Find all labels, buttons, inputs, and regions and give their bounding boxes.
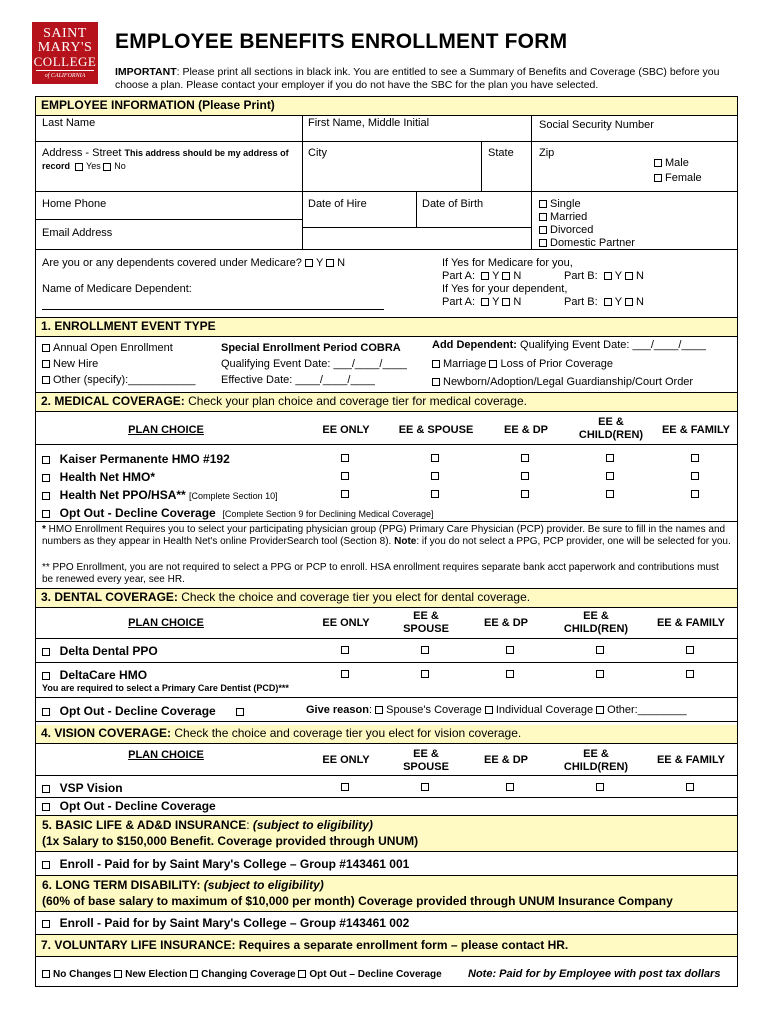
new-hire[interactable]: New Hire [42,358,98,370]
plan-vsp: VSP Vision [42,781,123,795]
logo-line-3: COLLEGE [33,54,97,69]
important-notice [115,66,725,92]
you-part-a-n-checkbox[interactable] [502,272,510,280]
medicare-question: Are you or any dependents covered under Medicare? Y N [42,257,346,269]
new-election-checkbox[interactable] [114,970,122,978]
married-checkbox[interactable] [539,213,547,221]
employee-info-header: EMPLOYEE INFORMATION (Please Print) [36,97,737,116]
you-part-b: Part B: Y N [564,270,644,282]
hn-hmo-plan-checkbox[interactable] [42,474,50,482]
voluntary-opt-out-checkbox[interactable] [298,970,306,978]
dental-ee-child-header: EE & CHILD(REN) [563,610,629,635]
medical-grid-row3 [341,488,352,500]
add-dependent: Add Dependent: Qualifying Event Date: ___/____/____ [432,339,706,351]
vision-ee-dp-header: EE & DP [483,754,528,766]
dental-ee-dp-header: EE & DP [483,617,528,629]
domestic-partner-checkbox[interactable] [539,239,547,247]
email-label: Email Address [42,227,113,239]
gender-male[interactable]: Male [654,157,689,169]
medicare-dependent-label: Name of Medicare Dependent: [42,283,192,295]
life-header-line2: (1x Salary to $150,000 Benefit. Coverage provided through UNUM) [42,834,419,848]
vision-ee-only-header: EE ONLY [322,754,370,766]
pcd-note: You are required to select a Primary Care Dentist (PCD)*** [42,683,289,693]
dental-give-reason: Give reason: Spouse's Coverage Individual Coverage Other:________ [306,704,687,716]
zip-label: Zip [539,147,555,159]
you-part-b-y-checkbox[interactable] [604,272,612,280]
single-checkbox[interactable] [539,200,547,208]
annual-enrollment[interactable]: Annual Open Enrollment [42,342,173,354]
newborn-option[interactable]: Newborn/Adoption/Legal Guardianship/Court Order [432,376,693,388]
medical-header: 2. MEDICAL COVERAGE: Check your plan choice and coverage tier for medical coverage. [36,393,737,412]
plan-kaiser: Kaiser Permanente HMO #192 [42,452,230,466]
date-of-hire-label: Date of Hire [308,198,367,210]
life-header-line1: 5. BASIC LIFE & AD&D INSURANCE: (subject to eligibility) [42,818,373,832]
medical-ee-dp-header: EE & DP [503,424,548,436]
medicare-n-checkbox[interactable] [326,259,334,267]
medical-grid-row1 [341,452,352,464]
vision-ee-child-header: EE & CHILD(REN) [563,748,629,773]
cobra-eff-date[interactable]: Effective Date: ____/____/____ [221,374,375,386]
other-event[interactable]: Other (specify):___________ [42,374,195,386]
status-divorced[interactable]: Divorced [539,224,593,236]
dental-header: 3. DENTAL COVERAGE: Check the choice and coverage tier you elect for dental coverage. [36,589,737,608]
medical-grid-row2 [341,470,352,482]
life-header [36,816,737,852]
medical-ee-family-header: EE & FAMILY [661,424,731,436]
hn-ppo-plan-checkbox[interactable] [42,492,50,500]
hmo-note: * HMO Enrollment Requires you to select your participating physician group (PPG) Primary Care Physician (PCP) provider. Be sure to fill in the names and numbers as they appear in Health Net's online ProviderSearch tool (Section 8). Note: if you do not select a PPG, PCP provider, one will be selected for you. [42,524,731,547]
dental-ee-only-header: EE ONLY [322,617,370,629]
city-label: City [308,147,327,159]
record-yes-checkbox[interactable] [75,163,83,171]
if-yes-dependent: If Yes for your dependent, [442,283,568,295]
voluntary-header: 7. VOLUNTARY LIFE INSURANCE: Requires a separate enrollment form – please contact HR. [36,935,737,957]
other-reason-checkbox[interactable] [596,706,604,714]
vsp-checkbox[interactable] [42,785,50,793]
medical-ee-spouse-header: EE & SPOUSE [398,424,474,436]
no-changes-checkbox[interactable] [42,970,50,978]
ltd-enroll-checkbox[interactable] [42,920,50,928]
first-name-label: First Name, Middle Initial [308,117,430,129]
newborn-checkbox[interactable] [432,378,440,386]
enrollment-event-header: 1. ENROLLMENT EVENT TYPE [36,318,737,337]
medical-ee-child-header: EE & CHILD(REN) [578,416,644,441]
dep-part-b: Part B: Y N [564,296,644,308]
vision-ee-spouse-header: EE & SPOUSE [403,748,449,773]
dep-part-a-y-checkbox[interactable] [481,298,489,306]
date-of-birth-label: Date of Birth [422,198,484,210]
gender-female[interactable]: Female [654,172,702,184]
record-no-checkbox[interactable] [103,163,111,171]
last-name-label: Last Name [42,117,96,129]
vision-header: 4. VISION COVERAGE: Check the choice and coverage tier you elect for vision coverage. [36,725,737,744]
plan-delta-ppo: Delta Dental PPO [42,644,158,658]
logo-line-2: MARY'S [37,40,93,55]
vision-plan-choice-header: PLAN CHOICE [128,749,204,761]
dental-plan-choice-header: PLAN CHOICE [128,617,204,629]
marriage-checkbox[interactable] [432,360,440,368]
kaiser-plan-checkbox[interactable] [42,456,50,464]
dental-ee-spouse-header: EE & SPOUSE [403,610,449,635]
home-phone-label: Home Phone [42,198,107,210]
vision-ee-family-header: EE & FAMILY [656,754,726,766]
cobra-qual-date[interactable]: Qualifying Event Date: ___/____/____ [221,358,407,370]
dental-ee-family-header: EE & FAMILY [656,617,726,629]
life-enroll: Enroll - Paid for by Saint Mary's College – Group #143461 001 [42,857,409,871]
dental-opt-out-checkbox[interactable] [42,708,50,716]
deltacare-checkbox[interactable] [42,672,50,680]
plan-deltacare-hmo: DeltaCare HMO [42,668,147,682]
status-single[interactable]: Single [539,198,581,210]
plan-healthnet-hmo: Health Net HMO* [42,470,155,484]
dental-opt-out: Opt Out - Decline Coverage [42,704,247,718]
medical-opt-out: Opt Out - Decline Coverage [Complete Section 9 for Declining Medical Coverage] [42,506,433,520]
dep-parts: Part A: Y N [442,296,522,308]
other-checkbox[interactable] [42,376,50,384]
address-note: This address should be my address of [124,148,289,158]
voluntary-options: No Changes New Election Changing Coverage Opt Out – Decline Coverage [42,969,442,980]
college-logo [32,22,98,84]
address-of-record: record Yes No [42,161,126,171]
vision-opt-out: Opt Out - Decline Coverage [42,799,216,813]
medicare-y-checkbox[interactable] [305,259,313,267]
divorced-checkbox[interactable] [539,226,547,234]
individual-coverage-checkbox[interactable] [485,706,493,714]
life-enroll-checkbox[interactable] [42,861,50,869]
dep-part-b-n-checkbox[interactable] [625,298,633,306]
form-title: EMPLOYEE BENEFITS ENROLLMENT FORM [115,30,568,53]
logo-line-1: SAINT [43,26,87,41]
annual-checkbox[interactable] [42,344,50,352]
plan-healthnet-ppo: Health Net PPO/HSA** [Complete Section 10] [42,488,278,502]
vision-opt-out-checkbox[interactable] [42,803,50,811]
ltd-enroll: Enroll - Paid for by Saint Mary's College – Group #143461 002 [42,916,409,930]
status-married[interactable]: Married [539,211,587,223]
female-checkbox[interactable] [654,174,662,182]
ltd-header [36,876,737,912]
important-text: : Please print all sections in black ink. You are entitled to see a Summary of Benefits and Coverage (SBC) before you choose a plan. Please contact your employer if you do not have the SBC for the plan you have selected. [115,66,720,91]
marriage-option[interactable]: Marriage Loss of Prior Coverage [432,358,613,370]
changing-coverage-checkbox[interactable] [190,970,198,978]
ltd-header-line2: (60% of base salary to maximum of $10,000 per month) Coverage provided through UNUM Insurance Company [42,894,673,908]
you-part-b-n-checkbox[interactable] [625,272,633,280]
you-parts: Part A: Y N [442,270,522,282]
male-checkbox[interactable] [654,159,662,167]
loss-checkbox[interactable] [489,360,497,368]
enrollment-form [35,96,738,987]
state-label: State [488,147,514,159]
medical-ee-only-header: EE ONLY [322,424,370,436]
ppo-note: ** PPO Enrollment, you are not required to select a PPG or PCP to enroll. HSA enrollment requires separate bank acct paperwork and contributions must be renewed every year, see HR. [42,562,719,585]
medical-plan-choice-header: PLAN CHOICE [128,424,204,436]
dep-part-b-y-checkbox[interactable] [604,298,612,306]
cobra-label: Special Enrollment Period COBRA [221,342,401,354]
ssn-label: Social Security Number [539,119,654,131]
dep-part-a-n-checkbox[interactable] [502,298,510,306]
ltd-header-line1: 6. LONG TERM DISABILITY: (subject to eligibility) [42,878,324,892]
you-part-a-y-checkbox[interactable] [481,272,489,280]
status-domestic[interactable]: Domestic Partner [539,237,635,249]
spouse-coverage-checkbox[interactable] [375,706,383,714]
medical-opt-out-checkbox[interactable] [42,510,50,518]
voluntary-note: Note: Paid for by Employee with post tax dollars [468,968,721,980]
new-hire-checkbox[interactable] [42,360,50,368]
important-label: IMPORTANT [115,66,177,78]
delta-ppo-checkbox[interactable] [42,648,50,656]
if-yes-you: If Yes for Medicare for you, [442,257,573,269]
logo-line-4: of CALIFORNIA [36,70,94,79]
address-street-label: Address - Street This address should be my address of [42,147,289,159]
